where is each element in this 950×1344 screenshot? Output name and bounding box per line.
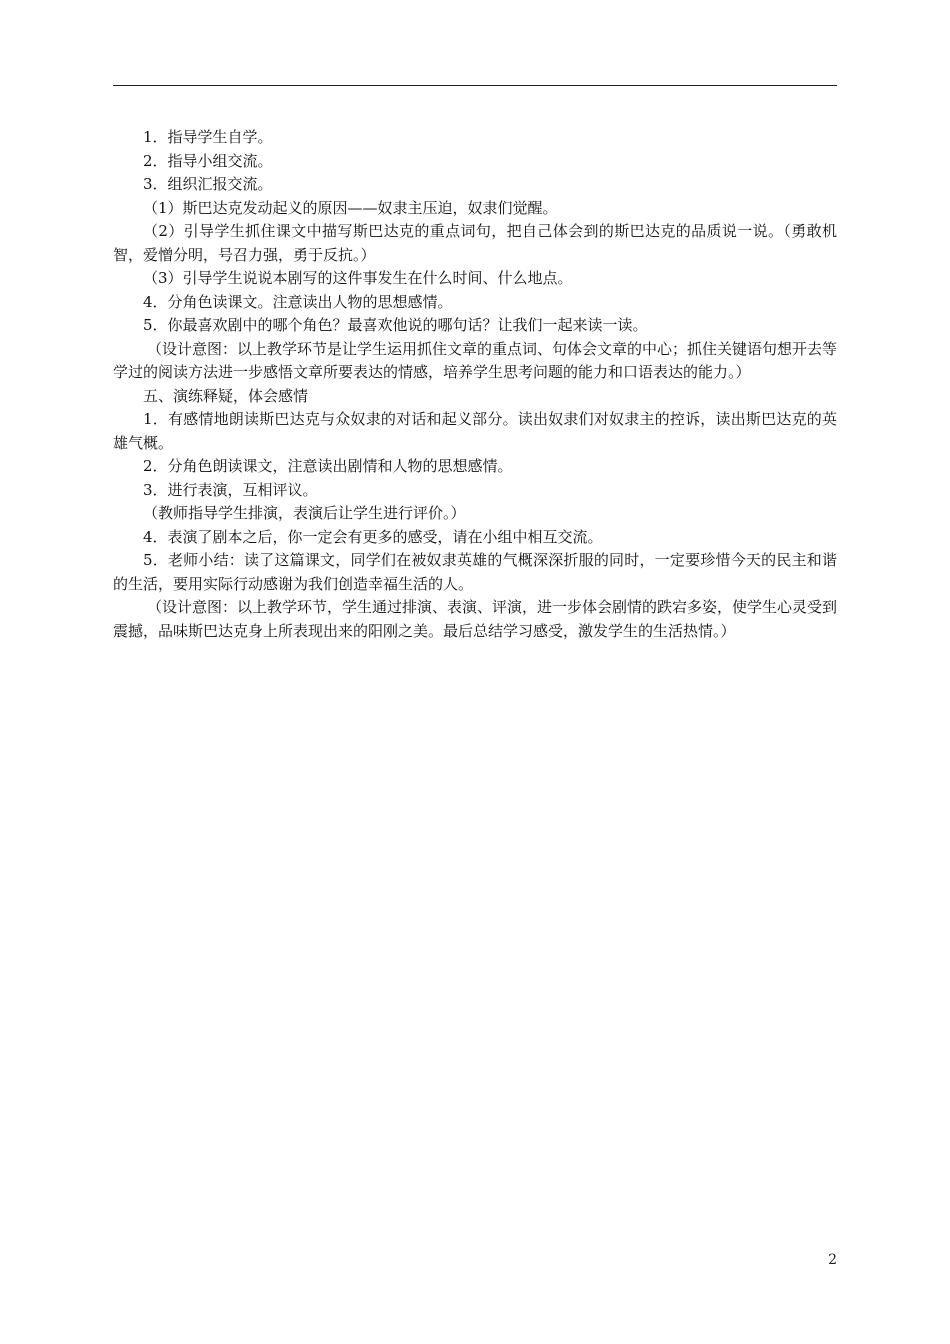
paragraph-design-intent-2: （设计意图：以上教学环节，学生通过排演、表演、评演，进一步体会剧情的跌宕多姿，使学生心灵受到震撼，品味斯巴达克身上所表现出来的阳刚之美。最后总结学习感受，激发学生的生活热情。） xyxy=(113,598,838,640)
paragraph-step-4: 4．分角色读课文。注意读出人物的思想感情。 xyxy=(143,292,453,311)
page-number: 2 xyxy=(828,1252,837,1268)
header-rule xyxy=(113,85,837,86)
paragraph-step-5: 5．你最喜欢剧中的哪个角色？最喜欢他说的哪句话？让我们一起来读一读。 xyxy=(143,316,648,334)
section-heading-5: 五、演练释疑，体会感情 xyxy=(143,386,309,405)
paragraph-design-intent-1: （设计意图：以上教学环节是让学生运用抓住文章的重点词、句体会文章的中心；抓住关键语句想开去等学过的阅读方法进一步感悟文章所要表达的情感，培养学生思考问题的能力和口语表达的能力。） xyxy=(113,339,838,381)
paragraph-practice-5: 5．老师小结：读了这篇课文，同学们在被奴隶英雄的气概深深折服的同时，一定要珍惜今天的民主和谐的生活，要用实际行动感谢为我们创造幸福生活的人。 xyxy=(113,551,837,593)
paragraph-practice-4: 4．表演了剧本之后，你一定会有更多的感受，请在小组中相互交流。 xyxy=(143,527,603,546)
paragraph-practice-note: （教师指导学生排演，表演后让学生进行评价。） xyxy=(143,504,466,522)
paragraph-practice-2: 2．分角色朗读课文，注意读出剧情和人物的思想感情。 xyxy=(143,457,513,475)
paragraph-step-3: 3．组织汇报交流。 xyxy=(143,175,273,193)
paragraph-step-2: 2．指导小组交流。 xyxy=(143,151,273,170)
paragraph-sub-1: （1）斯巴达克发动起义的原因——奴隶主压迫，奴隶们觉醒。 xyxy=(143,198,558,217)
paragraph-sub-2: （2）引导学生抓住课文中描写斯巴达克的重点词句，把自己体会到的斯巴达克的品质说一说。（勇敢机智，爱憎分明，号召力强，勇于反抗。） xyxy=(113,222,837,264)
paragraph-sub-3: （3）引导学生说说本剧写的这件事发生在什么时间、什么地点。 xyxy=(143,269,573,287)
paragraph-step-1: 1．指导学生自学。 xyxy=(143,128,273,146)
paragraph-practice-3: 3．进行表演，互相评议。 xyxy=(143,480,318,499)
paragraph-practice-1: 1．有感情地朗读斯巴达克与众奴隶的对话和起义部分。读出奴隶们对奴隶主的控诉，读出斯巴达克的英雄气概。 xyxy=(113,410,837,452)
document-body xyxy=(113,126,837,643)
